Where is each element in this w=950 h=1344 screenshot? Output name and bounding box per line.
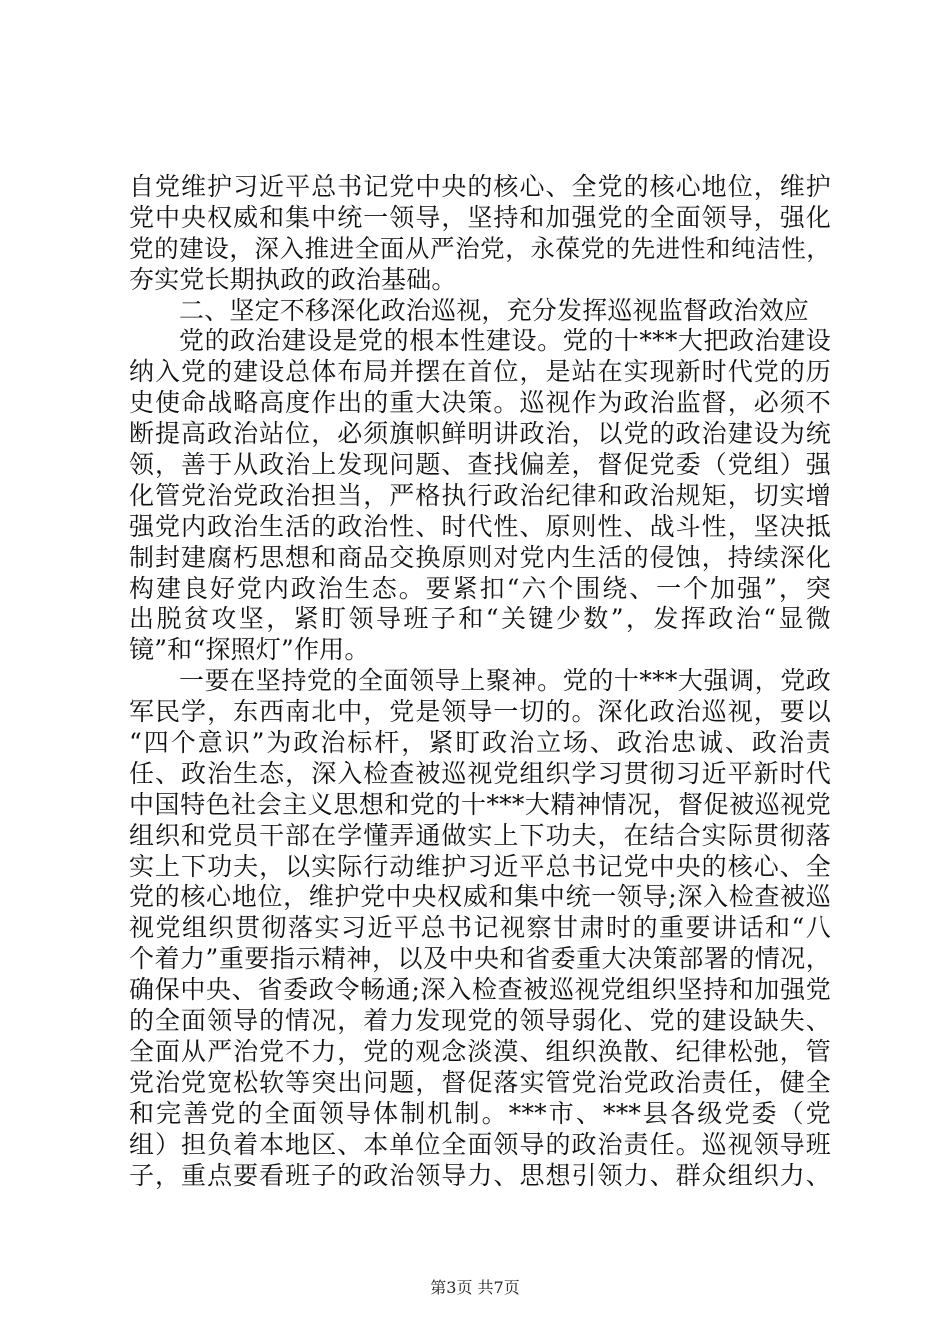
text-line: 实上下功夫，以实际行动维护习近平总书记党中央的核心、全 [129, 851, 831, 881]
text-line: 断提高政治站位，必须旗帜鲜明讲政治，以党的政治建设为统 [129, 419, 831, 449]
text-line: 党中央权威和集中统一领导，坚持和加强党的全面领导，强化 [129, 202, 831, 232]
text-line: 确保中央、省委政令畅通;深入检查被巡视党组织坚持和加强党 [129, 975, 831, 1005]
text-line: 史使命战略高度作出的重大决策。巡视作为政治监督，必须不 [129, 388, 831, 418]
text-line: 个着力”重要指示精神，以及中央和省委重大决策部署的情况， [129, 944, 831, 974]
text-line: 夯实党长期执政的政治基础。 [129, 264, 457, 294]
text-line: 党治党宽松软等突出问题，督促落实管党治党政治责任，健全 [129, 1067, 831, 1097]
text-line: 组）担负着本地区、本单位全面领导的政治责任。巡视领导班 [129, 1129, 831, 1159]
text-line: 一要在坚持党的全面领导上聚神。党的十***大强调，党政 [179, 666, 831, 696]
page-number-footer: 第3页 共7页 [430, 1278, 520, 1297]
text-line: 党的政治建设是党的根本性建设。党的十***大把政治建设 [179, 326, 831, 356]
text-line: “四个意识”为政治标杆，紧盯政治立场、政治忠诚、政治责 [129, 728, 831, 758]
text-line: 和完善党的全面领导体制机制。***市、***县各级党委（党 [129, 1098, 831, 1128]
text-line: 构建良好党内政治生态。要紧扣“六个围绕、一个加强”，突 [129, 573, 831, 603]
text-line: 中国特色社会主义思想和党的十***大精神情况，督促被巡视党 [129, 789, 831, 819]
text-line: 子，重点要看班子的政治领导力、思想引领力、群众组织力、 [129, 1160, 831, 1190]
text-line: 镜”和“探照灯”作用。 [129, 635, 370, 665]
text-line: 的全面领导的情况，着力发现党的领导弱化、党的建设缺失、 [129, 1006, 831, 1036]
text-line: 视党组织贯彻落实习近平总书记视察甘肃时的重要讲话和“八 [129, 913, 831, 943]
text-line: 任、政治生态，深入检查被巡视党组织学习贯彻习近平新时代 [129, 758, 831, 788]
text-line: 纳入党的建设总体布局并摆在首位，是站在实现新时代党的历 [129, 357, 831, 387]
text-line: 出脱贫攻坚，紧盯领导班子和“关键少数”，发挥政治“显微 [129, 604, 831, 634]
text-line: 党的建设，深入推进全面从严治党，永葆党的先进性和纯洁性， [129, 233, 831, 263]
text-line: 强党内政治生活的政治性、时代性、原则性、战斗性，坚决抵 [129, 511, 831, 541]
text-line: 组织和党员干部在学懂弄通做实上下功夫，在结合实际贯彻落 [129, 820, 831, 850]
text-line: 自党维护习近平总书记党中央的核心、全党的核心地位，维护 [129, 172, 831, 201]
section-heading: 二、坚定不移深化政治巡视，充分发挥巡视监督政治效应 [179, 295, 810, 325]
text-line: 军民学，东西南北中，党是领导一切的。深化政治巡视，要以 [129, 697, 831, 727]
text-line: 党的核心地位，维护党中央权威和集中统一领导;深入检查被巡 [129, 882, 831, 912]
text-line: 领，善于从政治上发现问题、查找偏差，督促党委（党组）强 [129, 450, 831, 480]
text-line: 全面从严治党不力，党的观念淡漠、组织涣散、纪律松弛，管 [129, 1036, 831, 1066]
document-body [129, 172, 831, 1191]
text-line: 制封建腐朽思想和商品交换原则对党内生活的侵蚀，持续深化 [129, 542, 831, 572]
text-line: 化管党治党政治担当，严格执行政治纪律和政治规矩，切实增 [129, 480, 831, 510]
